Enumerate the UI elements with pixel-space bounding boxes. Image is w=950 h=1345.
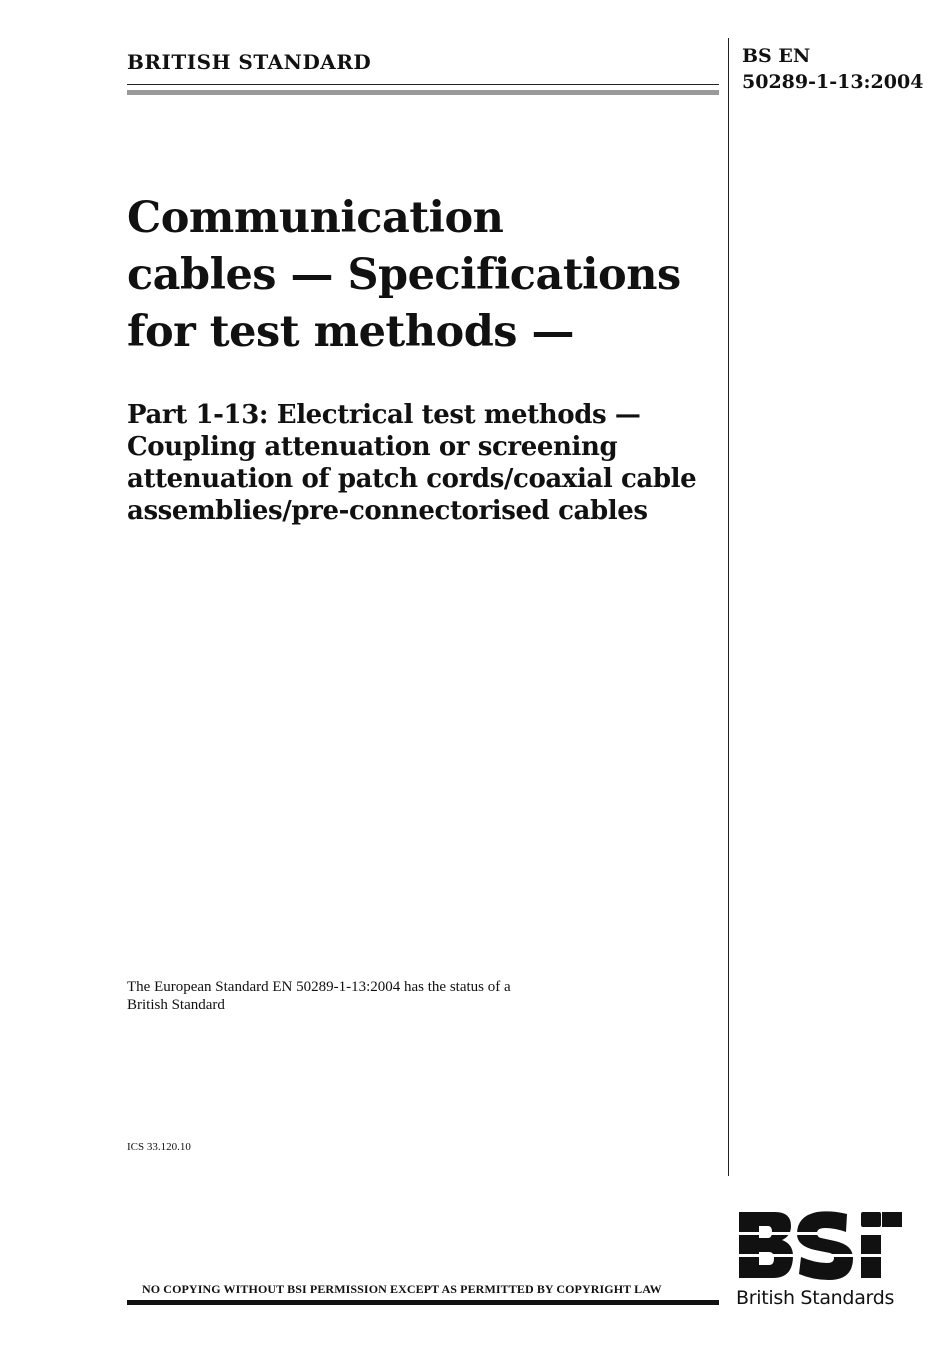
ics-code: ICS 33.120.10 bbox=[127, 1141, 191, 1153]
bsi-logo-caption: British Standards bbox=[736, 1287, 895, 1309]
status-note bbox=[127, 978, 647, 1014]
part-title-line4: assemblies/pre-connectorised cables bbox=[127, 496, 648, 526]
part-title-line2: Coupling attenuation or screening bbox=[127, 432, 618, 462]
main-title bbox=[127, 190, 717, 361]
document-number-line2: 50289-1-13:2004 bbox=[742, 71, 924, 93]
header-rule-thick bbox=[127, 90, 719, 95]
part-title bbox=[127, 399, 727, 527]
standard-type-label: BRITISH STANDARD bbox=[127, 50, 372, 74]
document-number-line1: BS EN bbox=[742, 45, 811, 67]
main-title-line1: Communication bbox=[127, 193, 504, 243]
part-title-line1: Part 1-13: Electrical test methods — bbox=[127, 400, 641, 430]
status-note-line2: British Standard bbox=[127, 997, 225, 1013]
header-rule-thin bbox=[127, 84, 719, 85]
bsi-logo-mark bbox=[735, 1210, 905, 1282]
main-title-line3: for test methods — bbox=[127, 307, 574, 357]
status-note-line1: The European Standard EN 50289-1-13:2004 has the status of a bbox=[127, 979, 511, 995]
copyright-notice: NO COPYING WITHOUT BSI PERMISSION EXCEPT AS PERMITTED BY COPYRIGHT LAW bbox=[142, 1282, 662, 1296]
document-number bbox=[742, 43, 923, 95]
footer-rule bbox=[127, 1300, 719, 1305]
main-title-line2: cables — Specifications bbox=[127, 250, 681, 300]
vertical-divider bbox=[728, 38, 729, 1176]
part-title-line3: attenuation of patch cords/coaxial cable bbox=[127, 464, 697, 494]
